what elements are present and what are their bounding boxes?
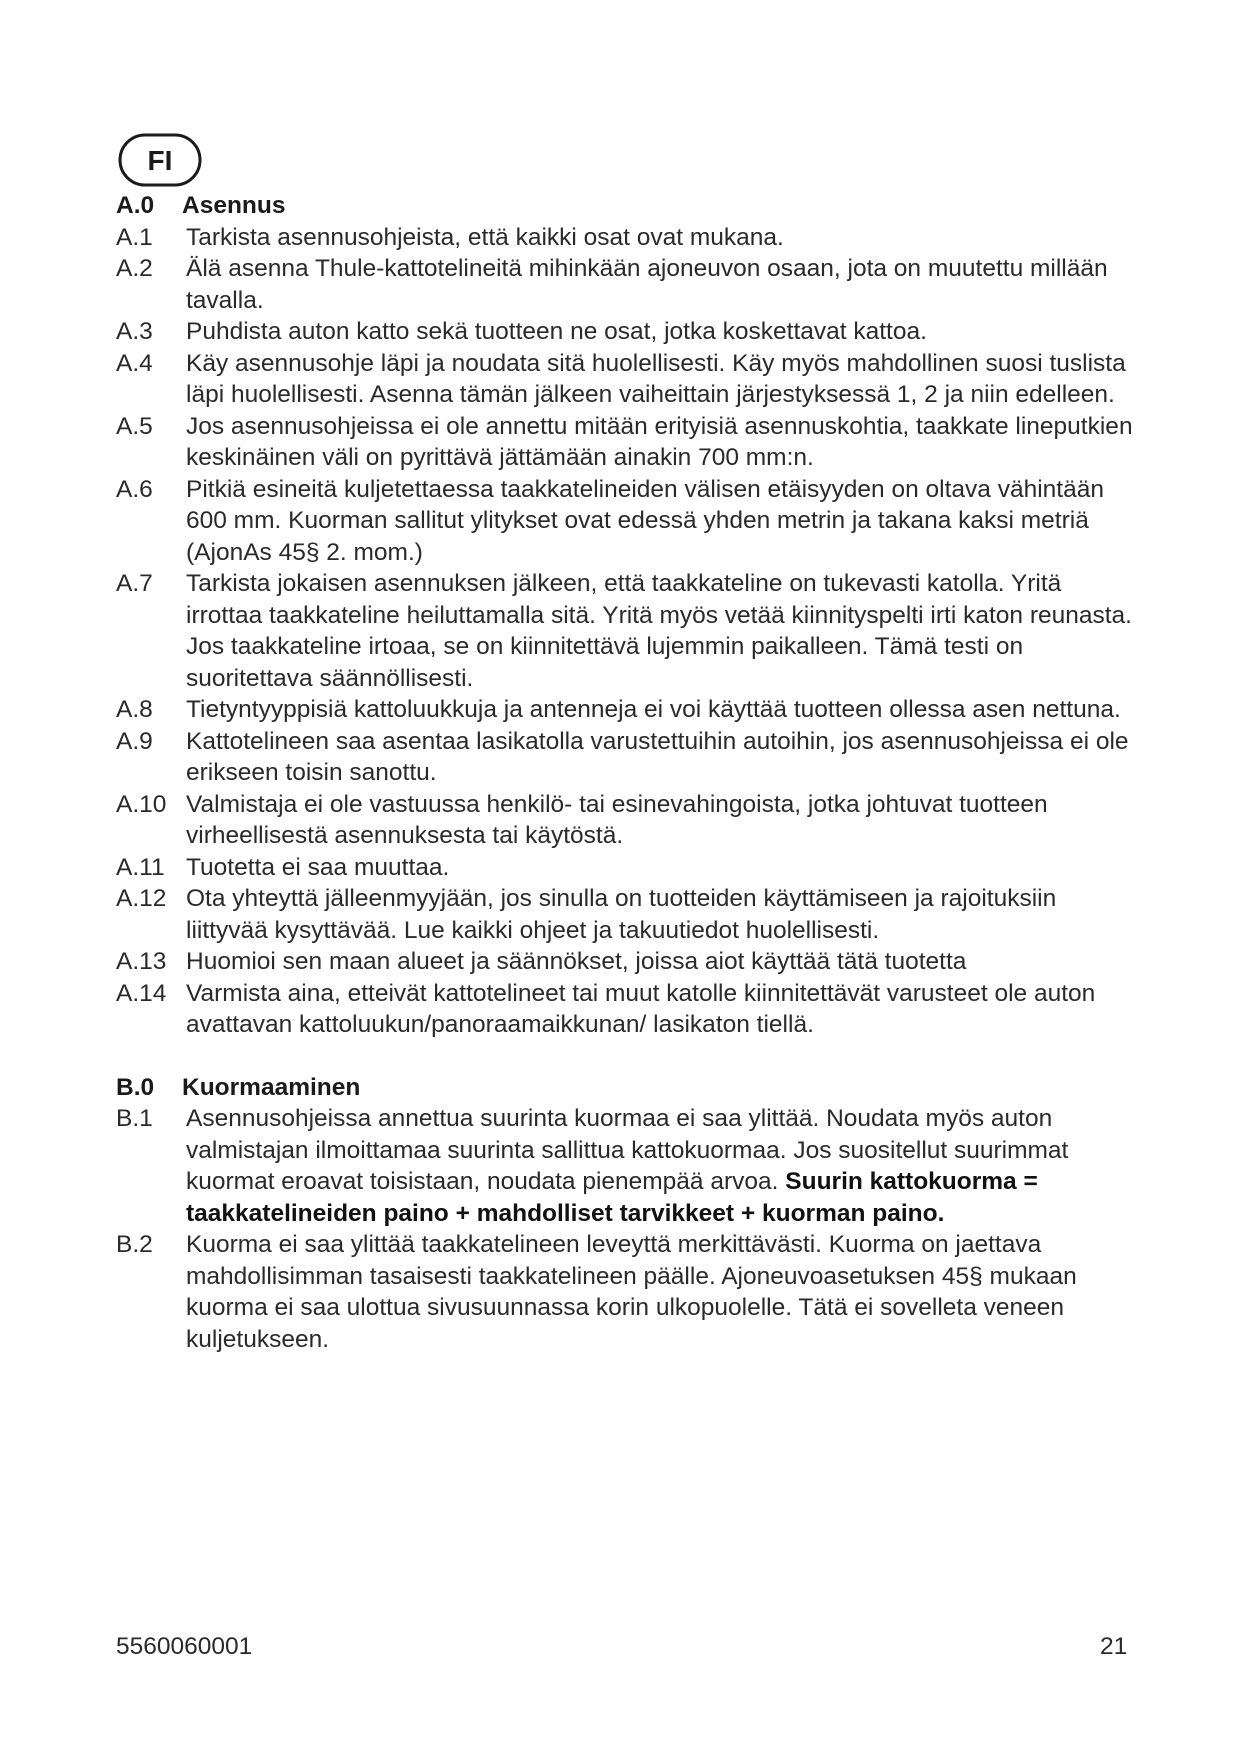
item-text: Puhdista auton katto sekä tuotteen ne osat, jotka koskettavat kattoa. xyxy=(186,318,927,345)
item-text: Pitkiä esineitä kuljetettaessa taakkatelineiden välisen etäisyyden on oltava vähintään 600 mm. Kuorman sallitut ylitykset ovat edessä yhden metrin ja takana kaksi metriä (AjonAs 45§ 2. mom.) xyxy=(186,475,1104,566)
item-number: A.11 xyxy=(116,853,165,881)
list-item xyxy=(116,222,1136,254)
item-text: Älä asenna Thule-kattotelineitä mihinkään ajoneuvon osaan, jota on muutettu millään tavalla. xyxy=(186,255,1108,314)
language-badge xyxy=(118,133,202,187)
list-item xyxy=(116,316,1136,348)
section-b-title: Kuormaaminen xyxy=(182,1073,361,1101)
item-number: A.12 xyxy=(116,885,167,912)
list-item xyxy=(116,726,1136,789)
section-a-heading xyxy=(116,190,1136,222)
item-text: Tietyntyyppisiä kattoluukkuja ja antenneja ei voi käyttää tuotteen ollessa asen nettuna. xyxy=(186,696,1121,723)
item-number: A.3 xyxy=(116,318,153,345)
item-number: A.1 xyxy=(116,223,153,251)
list-item-b2 xyxy=(116,1229,1136,1355)
item-number: A.2 xyxy=(116,255,153,282)
list-item xyxy=(116,946,1136,978)
item-number: A.10 xyxy=(116,790,167,818)
item-number: B.1 xyxy=(116,1105,153,1132)
list-item xyxy=(116,474,1136,569)
section-a-title: Asennus xyxy=(182,192,286,219)
item-number: A.7 xyxy=(116,570,153,597)
item-number: A.14 xyxy=(116,979,167,1007)
language-badge-shape xyxy=(118,133,202,187)
item-number: A.8 xyxy=(116,696,153,723)
item-number: B.2 xyxy=(116,1231,153,1258)
list-item xyxy=(116,789,1136,852)
section-a-number: A.0 xyxy=(116,192,155,219)
section-b-number: B.0 xyxy=(116,1073,155,1101)
item-text: Jos asennusohjeissa ei ole annettu mitään erityisiä asennuskohtia, taakkate lineputkien keskinäinen väli on pyrittävä jättämään ainakin 700 mm:n. xyxy=(186,412,1133,471)
item-text: Asennusohjeissa annettua suurinta kuormaa ei saa ylittää. Noudata myös auton valmistajan ilmoittamaa suurinta sallittua kattokuormaa. Jos suositellut suurimmat kuormat eroavat toisistaan, noudata pienempää arvoa. xyxy=(186,1105,1069,1195)
item-text: Tarkista asennusohjeista, että kaikki osat ovat mukana. xyxy=(186,223,784,251)
item-text: Ota yhteyttä jälleenmyyjään, jos sinulla on tuotteiden käyttämiseen ja rajoituksiin liittyvää kysyttävää. Lue kaikki ohjeet ja takuutiedot huolellisesti. xyxy=(186,885,1057,944)
item-number: A.4 xyxy=(116,349,153,377)
page-number: 21 xyxy=(1100,1633,1128,1660)
item-number: A.5 xyxy=(116,412,153,440)
list-item xyxy=(116,978,1136,1041)
list-item xyxy=(116,411,1136,474)
item-number: A.9 xyxy=(116,727,153,755)
item-number: A.13 xyxy=(116,948,167,975)
list-item xyxy=(116,348,1136,411)
document-body xyxy=(116,190,1136,1355)
list-item xyxy=(116,253,1136,316)
item-bold-text: Suurin kattokuorma = taakkatelineiden paino + mahdolliset tarvikkeet + kuorman paino. xyxy=(186,1168,1038,1227)
item-number: A.6 xyxy=(116,475,153,503)
item-text: Tarkista jokaisen asennuksen jälkeen, että taakkateline on tukevasti katolla. Yritä irrottaa taakkateline heiluttamalla sitä. Yritä myös vetää kiinnityspelti irti katon reunasta. Jos taakkateline irtoaa, se on kiinnitettävä lujemmin paikalleen. Tämä testi on suoritettava säännöllisesti. xyxy=(186,570,1132,692)
item-text: Valmistaja ei ole vastuussa henkilö- tai esinevahingoista, jotka johtuvat tuotteen virheellisestä asennuksesta tai käytöstä. xyxy=(186,790,1048,849)
product-code: 5560060001 xyxy=(116,1633,253,1660)
item-text: Huomioi sen maan alueet ja säännökset, joissa aiot käyttää tätä tuotetta xyxy=(186,948,967,975)
list-item xyxy=(116,568,1136,694)
item-text: Kuorma ei saa ylittää taakkatelineen leveyttä merkittävästi. Kuorma on jaettava mahdollisimman tasaisesti taakkatelineen päälle. Ajoneuvoasetuksen 45§ mukaan kuorma ei saa ulottua sivusuunnassa korin ulkopuolelle. Tätä ei sovelleta veneen kuljetukseen. xyxy=(186,1231,1077,1353)
item-text: Varmista aina, etteivät kattotelineet tai muut katolle kiinnitettävät varusteet ole auton avattavan kattoluukun/panoraamaikkunan/ lasikaton tiellä. xyxy=(186,979,1096,1038)
section-a-list xyxy=(116,222,1136,1041)
list-item-b1 xyxy=(116,1103,1136,1229)
item-text: Kattotelineen saa asentaa lasikatolla varustettuihin autoihin, jos asennusohjeissa ei ole erikseen toisin sanottu. xyxy=(186,727,1129,786)
list-item xyxy=(116,883,1136,946)
list-item xyxy=(116,852,1136,884)
item-text: Tuotetta ei saa muuttaa. xyxy=(186,853,450,881)
list-item xyxy=(116,694,1136,726)
item-text: Käy asennusohje läpi ja noudata sitä huolellisesti. Käy myös mahdollinen suosi tuslista läpi huolellisesti. Asenna tämän jälkeen vaiheittain järjestyksessä 1, 2 ja niin edelleen. xyxy=(186,349,1126,408)
section-b-heading xyxy=(116,1072,1136,1104)
section-gap xyxy=(116,1041,1136,1072)
language-code: FI xyxy=(147,145,173,176)
